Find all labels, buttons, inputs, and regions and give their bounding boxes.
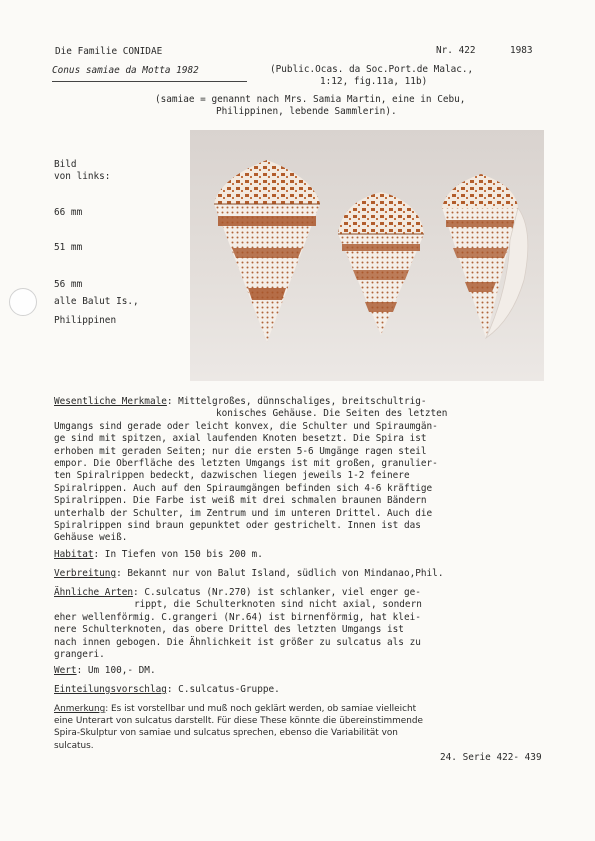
remark-line: eine Unterart von sulcatus darstellt. Für diese These könnte die übereinstimmende — [54, 716, 423, 727]
shell-middle — [338, 192, 424, 335]
classification-text: : C.sulcatus-Gruppe. — [166, 684, 280, 695]
species-name: Conus samiae da Motta 1982 — [52, 65, 199, 76]
remark-line: Spira-Skulptur von samiae und sulcatus sprechen, ebenso die Variabilität von — [54, 728, 398, 739]
habitat-row — [54, 549, 263, 560]
description-line: unterhalb der Schulter, im Zentrum und im unteren Drittel. Auch die — [54, 507, 433, 519]
remark-line: : Es ist vorstellbar und muß noch geklärt werden, ob samiae vielleicht — [105, 704, 417, 714]
similar-species-line: eher wellenförmig. C.grangeri (Nr.64) ist birnenförmig, hat klei- — [54, 611, 421, 623]
description-line: Umgangs sind gerade oder leicht konvex, die Schulter und Spiraumgän- — [54, 420, 438, 432]
description-section — [54, 396, 447, 545]
bild-label: Bild — [54, 159, 77, 170]
description-label: Wesentliche Merkmale — [54, 396, 167, 407]
description-line: erhoben mit geraden Seiten; nur die ersten 5-6 Umgänge ragen steil — [54, 445, 427, 457]
classification-label: Einteilungsvorschlag — [54, 684, 167, 695]
description-line: ten Spiralrippen bedeckt, dazwischen liegen jeweils 1-2 feinere — [54, 470, 410, 482]
habitat-label: Habitat — [54, 549, 94, 560]
series-footer: 24. Serie 422- 439 — [440, 752, 542, 763]
value-text: : Um 100,- DM. — [76, 665, 156, 676]
classification-row — [54, 684, 280, 695]
description-line: Spiralrippen. Auch auf den Spiraumgängen befinden sich 4-6 kräftige — [54, 482, 433, 494]
similar-species-line: nach innen gebogen. Die Ähnlichkeit ist größer zu sulcatus als zu — [54, 636, 421, 648]
species-rule — [52, 81, 247, 82]
shell-illustration — [190, 130, 544, 381]
citation-line1: (Public.Ocas. da Soc.Port.de Malac., — [270, 64, 474, 75]
similar-species-label: Ähnliche Arten — [54, 587, 134, 598]
etymology-line2: Philippinen, lebende Sammlerin). — [216, 106, 397, 117]
description-line: : Mittelgroßes, dünnschaliges, breitschultrig- — [166, 396, 427, 407]
habitat-text: : In Tiefen von 150 bis 200 m. — [93, 549, 263, 560]
description-line: empor. Die Oberfläche des letzten Umgangs ist mit großen, granulier- — [54, 458, 438, 470]
similar-species-line: nere Schulterknoten, das obere Drittel des letzten Umgangs ist — [54, 624, 404, 636]
distribution-label: Verbreitung — [54, 568, 117, 579]
description-line: konisches Gehäuse. Die Seiten des letzten — [216, 408, 448, 420]
description-line: Gehäuse weiß. — [54, 532, 128, 544]
size-first: 66 mm — [54, 207, 83, 218]
family-title: Die Familie CONIDAE — [55, 46, 163, 57]
catalog-year: 1983 — [510, 45, 533, 56]
distribution-text: : Bekannt nur von Balut Island, südlich von Mindanao,Phil. — [116, 568, 444, 579]
catalog-number: Nr. 422 — [436, 45, 476, 56]
description-line: ge sind mit spitzen, axial laufenden Knoten besetzt. Die Spira ist — [54, 433, 427, 445]
remark-section — [54, 703, 423, 752]
citation-line2: 1:12, fig.11a, 11b) — [320, 76, 428, 87]
description-line: Spiralrippen sind braun gepunktet oder gestrichelt. Innen ist das — [54, 520, 421, 532]
similar-species-section — [54, 587, 422, 661]
shell-left — [214, 160, 320, 342]
similar-species-line: grangeri. — [54, 649, 105, 661]
similar-species-line: : C.sulcatus (Nr.270) ist schlanker, viel enger ge- — [133, 587, 421, 598]
remark-label: Anmerkung — [54, 704, 106, 714]
size-second: 51 mm — [54, 242, 83, 253]
description-line: Spiralrippen. Die Farbe ist weiß mit drei schmalen braunen Bändern — [54, 495, 427, 507]
punch-hole-top — [9, 288, 37, 316]
distribution-row — [54, 568, 443, 579]
value-label: Wert — [54, 665, 77, 676]
von-links-label: von links: — [54, 171, 111, 182]
similar-species-line: rippt, die Schulterknoten sind nicht axial, sondern — [134, 599, 422, 611]
value-row — [54, 665, 156, 676]
remark-line: sulcatus. — [54, 740, 94, 751]
locality-line2: Philippinen — [54, 315, 117, 326]
size-third: 56 mm — [54, 279, 83, 290]
locality-line1: alle Balut Is., — [54, 296, 139, 307]
etymology-line1: (samiae = genannt nach Mrs. Samia Martin, eine in Cebu, — [155, 94, 466, 105]
shell-right — [442, 174, 528, 338]
shell-photograph — [190, 130, 544, 381]
